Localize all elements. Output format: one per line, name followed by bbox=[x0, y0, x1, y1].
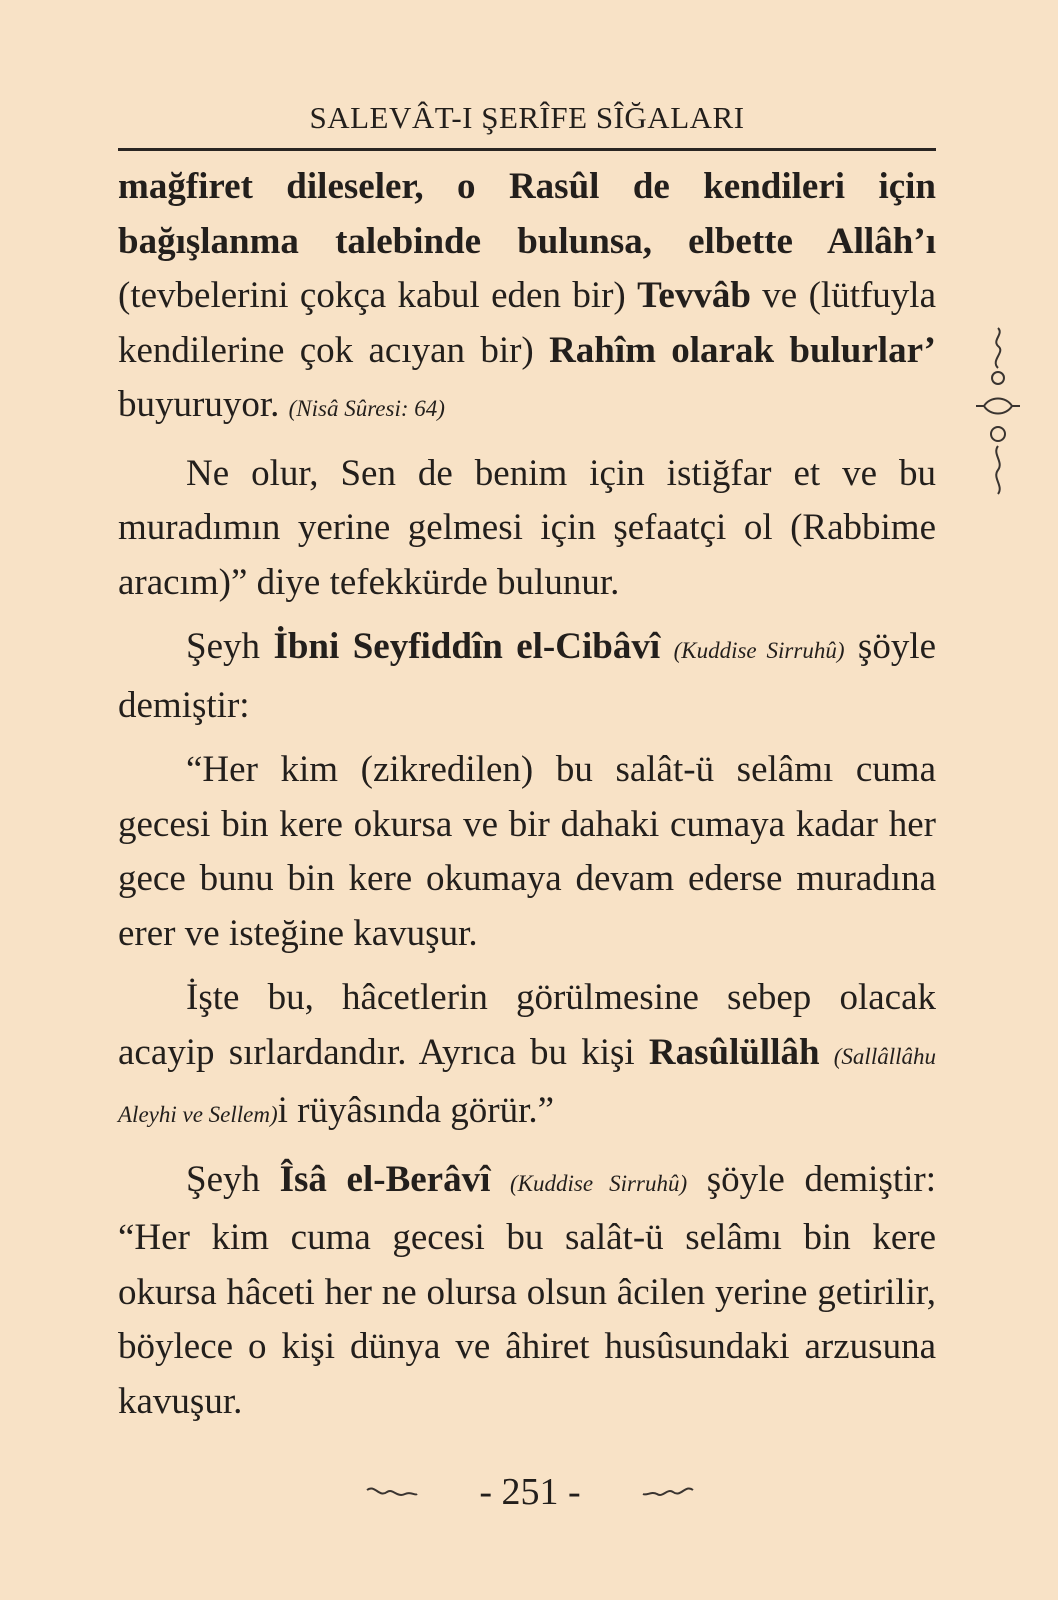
paragraph-6 bbox=[118, 1153, 936, 1430]
page-footer bbox=[330, 1462, 730, 1522]
paragraph-1 bbox=[118, 160, 936, 437]
text-span: buyuruyor. bbox=[118, 384, 289, 425]
running-header: SALEVÂT-I ŞERÎFE SÎĞALARI bbox=[309, 100, 745, 135]
bold-text: Rasûlüllâh bbox=[648, 1031, 820, 1073]
text-span bbox=[490, 1159, 510, 1200]
page-number: - 251 - bbox=[479, 1471, 581, 1513]
text-span: (tevbelerini çokça kabul eden bir) bbox=[118, 275, 638, 316]
paragraph-2: Ne olur, Sen de benim için istiğfar et ve bu muradımın yerine gelmesi için şefaatçi ol (Rabbime aracım)” diye tefekkürde bulunur. bbox=[118, 452, 936, 603]
paragraph-4: “Her kim (zikredilen) bu salât-ü selâmı cuma gecesi bin kere okursa ve bir dahaki cumaya kadar her gece bunu bin kere okumaya devam ederse muradına erer ve isteğine kavuşur. bbox=[118, 749, 936, 954]
citation: (Kuddise Sirruhû) bbox=[673, 638, 845, 663]
text-span: şöyle demiştir: bbox=[118, 626, 937, 726]
bold-text: Tevvâb bbox=[637, 275, 751, 316]
text-span: i rüyâsında görür.” bbox=[277, 1090, 555, 1131]
citation: (Kuddise Sirruhû) bbox=[510, 1170, 688, 1196]
text-span: Şeyh bbox=[186, 1158, 280, 1200]
paragraph-5 bbox=[118, 971, 936, 1143]
floral-ornament-icon bbox=[974, 322, 1022, 498]
bold-text: Îsâ el-Berâvî bbox=[279, 1158, 491, 1200]
text-span: İşte bu, hâcetlerin görülmesine sebep olacak acayip sırlardandır. Ayrıca bu kişi bbox=[118, 977, 936, 1073]
bold-text: mağfiret dileseler, o Rasûl de kendileri için bağışlanma talebinde bulunsa, elbette Allâh’ı bbox=[118, 166, 936, 262]
body-text bbox=[118, 160, 936, 1429]
text-span bbox=[820, 1032, 834, 1073]
bold-text: İbni Seyfiddîn el-Cibâvî bbox=[273, 626, 661, 667]
text-span: Şeyh bbox=[186, 626, 274, 667]
bold-text: Rahîm olarak bulurlar’ bbox=[549, 329, 936, 371]
header-rule bbox=[118, 148, 936, 151]
text-span: ve (lütfuyla kendilerine çok acıyan bir) bbox=[118, 275, 937, 371]
swirl-ornament-icon bbox=[363, 1482, 419, 1502]
text-span bbox=[660, 626, 673, 667]
swirl-ornament-icon bbox=[641, 1482, 697, 1502]
citation: (Nisâ Sûresi: 64) bbox=[288, 396, 445, 421]
paragraph-3 bbox=[118, 620, 936, 733]
citation: (Sallâllâhu Aleyhi ve Sellem) bbox=[118, 1043, 936, 1127]
text-span: şöyle demiştir: “Her kim cuma gecesi bu salât-ü selâmı bin kere okursa hâceti her ne olursa olsun âcilen yerine getirilir, böylece o kişi dünya ve âhiret husûsundaki arzusuna kavuşur. bbox=[118, 1158, 937, 1422]
